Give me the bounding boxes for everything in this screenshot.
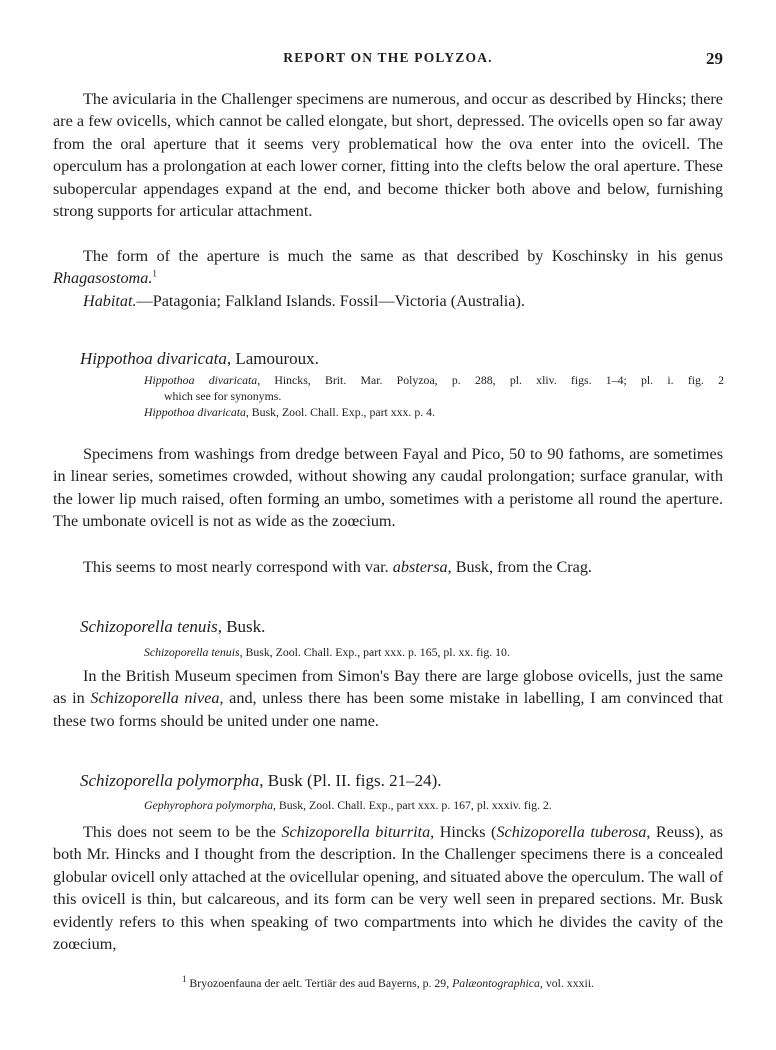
- paragraph-correspond: [53, 556, 723, 578]
- reference-name: Schizoporella tenuis: [144, 645, 240, 659]
- paragraph-text: , Hincks (: [430, 823, 497, 841]
- paragraph-text: , Reuss), as both Mr. Hincks and I thought from the description. In the Challenger specimens there is a concealed globular ovicell only attached at the ovicellular opening, and situated above the operculum. The wall of this ovicell is thin, but calcareous, and its form can be very well seen in prepared sections. Mr. Busk evidently refers to this when speaking of two compartments into which he divides the cavity of the zoœcium,: [53, 823, 724, 954]
- species-mention: Schizoporella nivea: [90, 689, 220, 708]
- footnote: [0, 976, 776, 991]
- species-heading-polymorpha: [80, 771, 442, 791]
- paragraph-british-museum: [53, 665, 723, 732]
- paragraph-text: The avicularia in the Challenger specimens are numerous, and occur as described by Hincks; there are a few ovicells, which cannot be called elongate, but short, depressed. The ovicells open so far away from the oral aperture that it seems very problematical how the ova enter into the ovicell. The operculum has a prolongation at each lower corner, fitting into the clefts below the oral aperture. These subopercular appendages expand at the end, and become thicker both above and below, furnishing strong supports for articular attachment.: [53, 90, 723, 221]
- paragraph-habitat: [53, 290, 723, 312]
- paragraph-text: This seems to most nearly correspond with var.: [83, 558, 393, 576]
- page-number: 29: [706, 49, 723, 68]
- paragraph-text: , Busk, from the Crag.: [447, 558, 592, 576]
- species-author: , Lamouroux.: [226, 349, 319, 368]
- habitat-text: —Patagonia; Falkland Islands. Fossil—Victoria (Australia).: [136, 292, 525, 310]
- genus-name: Rhagasostoma.: [53, 269, 153, 288]
- species-heading-tenuis: [80, 617, 265, 637]
- journal-name: Palæontographica: [452, 976, 540, 990]
- reference-text: , Busk, Zool. Chall. Exp., part xxx. p. 165, pl. xx. fig. 10.: [239, 645, 510, 659]
- reference-name: Gephyrophora polymorpha: [144, 798, 273, 812]
- species-name: Hippothoa divaricata: [80, 349, 227, 368]
- species-name: Schizoporella polymorpha: [80, 771, 260, 790]
- footnote-mark: 1: [181, 974, 187, 985]
- reference-text: , Busk, Zool. Chall. Exp., part xxx. p. 167, pl. xxxiv. fig. 2.: [273, 798, 552, 812]
- running-title: REPORT ON THE POLYZOA.: [283, 50, 493, 65]
- synonymy-reference: [144, 372, 724, 420]
- paragraph-avicularia: [53, 88, 723, 222]
- variety-name: abstersa: [392, 558, 448, 576]
- paragraph-text: This does not seem to be the: [83, 823, 282, 841]
- species-heading-hippothoa: [80, 349, 319, 369]
- reference-name: Hippothoa divaricata: [144, 373, 258, 387]
- reference-text: , Hincks, Brit. Mar. Polyzoa, p. 288, pl. xliv. figs. 1–4; pl. i. fig. 2: [257, 373, 725, 387]
- reference-continuation: which see for synonyms.: [164, 389, 282, 403]
- synonymy-reference: [144, 644, 724, 660]
- running-header: [0, 50, 776, 72]
- species-name: Schizoporella tenuis: [80, 617, 218, 636]
- reference-name: Hippothoa divaricata: [144, 405, 246, 419]
- footnote-mark: 1: [152, 269, 157, 280]
- footnote-text: Bryozoenfauna der aelt. Tertiär des aud Bayerns, p. 29,: [186, 976, 453, 990]
- species-mention: Schizoporella tuberosa: [496, 823, 647, 841]
- footnote-tail: , vol. xxxii.: [539, 976, 594, 990]
- paragraph-text: Specimens from washings from dredge between Fayal and Pico, 50 to 90 fathoms, are sometimes in linear series, sometimes crowded, without showing any caudal prolongation; surface granular, with the lower lip much raised, often forming an umbo, sometimes with a peristome all round the aperture. The umbonate ovicell is not as wide as the zoœcium.: [53, 445, 723, 531]
- paragraph-specimens: [53, 443, 723, 533]
- reference-text: , Busk, Zool. Chall. Exp., part xxx. p. 4.: [245, 405, 435, 419]
- synonymy-reference: [144, 797, 724, 813]
- species-author: , Busk (Pl. II. figs. 21–24).: [259, 771, 442, 790]
- habitat-label: Habitat.: [83, 292, 137, 310]
- paragraph-biturrita: [53, 821, 723, 955]
- species-mention: Schizoporella biturrita: [281, 823, 431, 841]
- paragraph-aperture: [53, 245, 723, 290]
- paragraph-text: In the British Museum specimen from Simon's Bay there are large globose ovicells, just the same as in: [53, 667, 723, 708]
- paragraph-text: The form of the aperture is much the same as that described by Koschinsky in his genus: [83, 247, 723, 265]
- paragraph-text: , and, unless there has been some mistake in labelling, I am convinced that these two forms should be united under one name.: [53, 689, 723, 730]
- species-author: , Busk.: [217, 617, 266, 636]
